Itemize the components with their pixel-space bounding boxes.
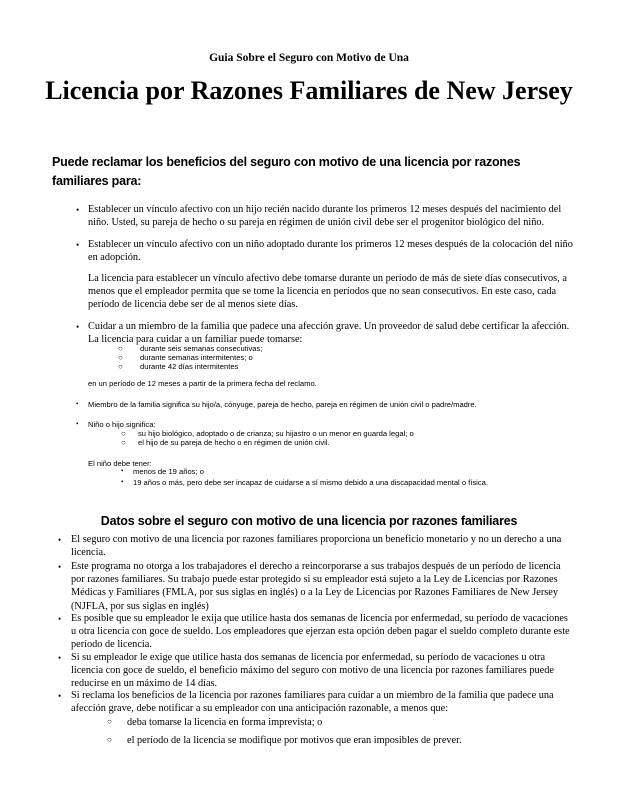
- bullet-icon: •: [76, 240, 80, 250]
- age-option: menos de 19 años; o: [133, 467, 204, 476]
- document-title: Licencia por Razones Familiares de New Jersey: [45, 76, 573, 105]
- circle-bullet-icon: ○: [107, 717, 112, 726]
- child-definition-label: Niño o hijo significa:: [88, 420, 156, 429]
- child-option: su hijo biológico, adoptado o de crianza; su hijastro o un menor en guarda legal; o: [138, 429, 414, 438]
- section-heading-eligibility: Puede reclamar los beneficios del seguro con motivo de una licencia por razones familiares para:: [52, 155, 521, 188]
- eligibility-item-newborn: Establecer un vínculo afectivo con un hijo recién nacido durante los primeros 12 meses después del nacimiento del niño. Usted, su pareja de hecho o su pareja en régimen de unión civil debe ser el progenitor biológico del niño.: [88, 204, 562, 229]
- notice-exception: deba tomarse la licencia en forma imprevista; o: [127, 717, 323, 728]
- eligibility-item-adoption: Establecer un vínculo afectivo con un niño adoptado durante los primeros 12 meses después de la colocación del niño en adopción.: [88, 239, 573, 264]
- age-option: 19 años o más, pero debe ser incapaz de cuidarse a sí mismo debido a una discapacidad mental o física.: [133, 478, 489, 487]
- care-option: durante 42 días intermitentes: [140, 362, 239, 371]
- bullet-icon: •: [121, 478, 124, 486]
- document-subtitle: Guia Sobre el Seguro con Motivo de Una: [209, 52, 409, 64]
- bullet-icon: •: [58, 653, 62, 663]
- fact-item: Si reclama los beneficios de la licencia por razones familiares para cuidar a un miembro de la familia que padece una afección grave, debe notificar a su empleador con una anticipación razonable, a menos que:: [71, 690, 554, 715]
- eligibility-item-family-care: Cuidar a un miembro de la familia que padece una afección grave. Un proveedor de salud debe certificar la afección. La licencia para cuidar a un familiar puede tomarse:: [88, 321, 570, 346]
- bullet-icon: •: [76, 420, 79, 428]
- circle-bullet-icon: ○: [121, 429, 126, 438]
- bullet-icon: •: [76, 322, 80, 332]
- bullet-icon: •: [76, 205, 80, 215]
- child-option: el hijo de su pareja de hecho o en régimen de unión civil.: [138, 438, 330, 447]
- care-option: durante semanas intermitentes; o: [140, 353, 253, 362]
- child-age-label: El niño debe tener:: [88, 459, 152, 468]
- care-option: durante seis semanas consecutivas;: [140, 344, 263, 353]
- notice-exception: el período de la licencia se modifique por motivos que eran imposibles de prever.: [127, 735, 462, 746]
- bullet-icon: •: [58, 535, 62, 545]
- fact-item: El seguro con motivo de una licencia por razones familiares proporciona un beneficio monetario y no un derecho a una licencia.: [71, 534, 562, 559]
- fact-item: Este programa no otorga a los trabajadores el derecho a reincorporarse a sus trabajos después de un período de licencia por razones familiares. Su trabajo puede estar protegido si su empleador está sujeto a la Ley de Licencias por Razones Médicas y Familiares (FMLA, por sus siglas en inglés) o a la Ley de Licencias por Razones Familiares de New Jersey (NJFLA, por sus siglas en inglés): [71, 561, 561, 612]
- fact-item: Es posible que su empleador le exija que utilice hasta dos semanas de licencia por enfermedad, su período de vacaciones u otra licencia con goce de sueldo. Los empleadores que ejerzan esta opción deben pagar el sueldo completo durante este período de licencia.: [71, 613, 570, 651]
- bullet-icon: •: [121, 467, 124, 475]
- circle-bullet-icon: ○: [118, 344, 123, 353]
- family-member-definition: Miembro de la familia significa su hijo/a, cónyuge, pareja de hecho, pareja en régimen de unión civil o padre/madre.: [88, 400, 477, 409]
- bullet-icon: •: [58, 614, 62, 624]
- bullet-icon: •: [58, 691, 62, 701]
- section-heading-facts: Datos sobre el seguro con motivo de una licencia por razones familiares: [100, 514, 518, 528]
- bullet-icon: •: [58, 562, 62, 572]
- fact-item: Si su empleador le exige que utilice hasta dos semanas de licencia por enfermedad, su período de vacaciones u otra licencia con goce de sueldo, el beneficio máximo del seguro con motivo de una licencia por razones familiares puede reducirse en un máximo de 14 días.: [71, 652, 554, 690]
- circle-bullet-icon: ○: [118, 362, 123, 371]
- bonding-leave-note: La licencia para establecer un vínculo afectivo debe tomarse durante un período de más de siete días consecutivos, a menos que el empleador permita que se tome la licencia en períodos que no sean consecutivos. En este caso, cada período de licencia debe ser de al menos siete días.: [88, 273, 567, 311]
- bullet-icon: •: [76, 400, 79, 408]
- circle-bullet-icon: ○: [107, 735, 112, 744]
- circle-bullet-icon: ○: [121, 438, 126, 447]
- care-period-note: en un período de 12 meses a partir de la primera fecha del reclamo.: [88, 379, 317, 388]
- circle-bullet-icon: ○: [118, 353, 123, 362]
